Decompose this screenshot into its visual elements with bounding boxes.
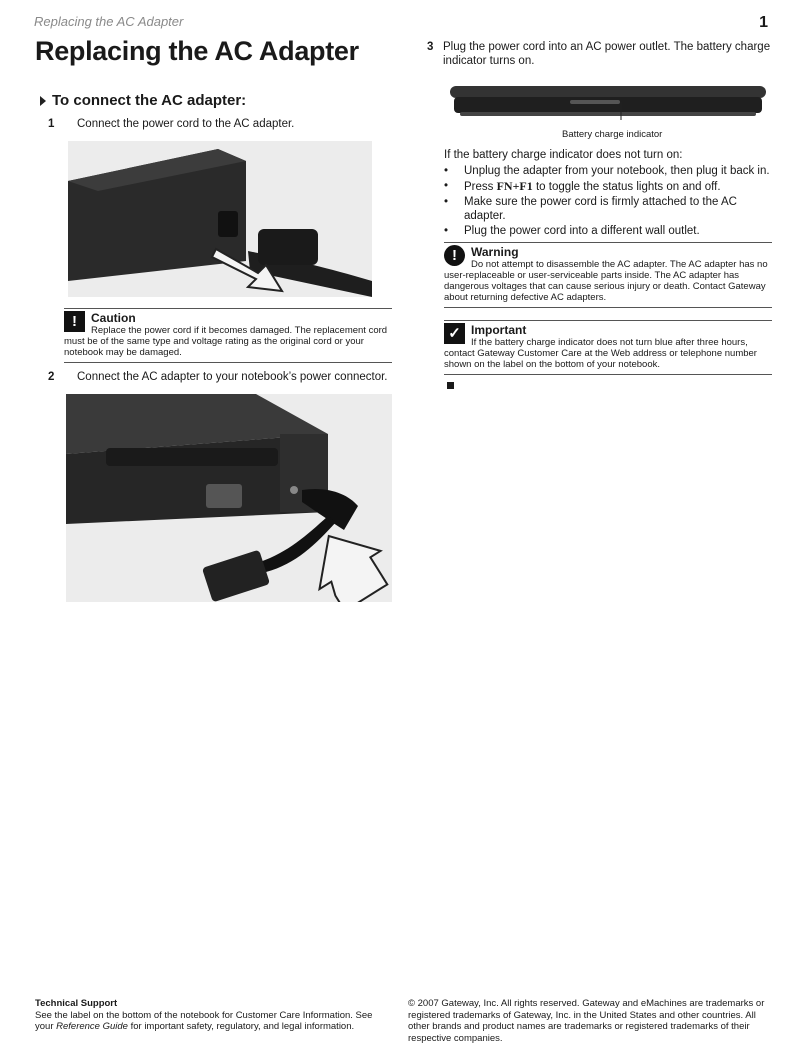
battery-indicator-callout: Battery charge indicator [562,129,663,140]
step-text: Connect the AC adapter to your notebook’s power connector. [77,371,388,383]
end-of-section-mark [447,382,454,389]
step-number: 1 [48,118,55,130]
list-item: • Make sure the power cord is firmly attached to the AC adapter. [444,195,774,223]
support-title: Technical Support [35,998,118,1009]
troubleshoot-list [444,164,774,239]
notebook-connector-photo [66,394,392,602]
list-item: • Plug the power cord into a different wall outlet. [444,224,774,238]
page-number: 1 [759,14,768,31]
step-text: Plug the power cord into an AC power outlet. The battery charge indicator turns on. [443,41,771,67]
step-1 [48,117,388,131]
important-notice [444,320,772,375]
caution-title: Caution [91,311,136,325]
important-text: If the battery charge indicator does not turn blue after three hours, contact Gateway Customer Care at the Web address or telephone number shown on the label on the bottom of your notebook. [444,337,757,370]
caution-icon: ! [64,311,85,332]
step-number: 2 [48,371,55,383]
notebook-connector-illustration [66,394,392,602]
checkmark-icon: ✓ [444,323,465,344]
technical-support-footer: Technical Support See the label on the bottom of the notebook for Customer Care Information. See your Reference Guide for important safety, regulatory, and legal information. [35,998,380,1033]
warning-title: Warning [471,245,519,259]
procedure-heading-text: To connect the AC adapter: [52,92,247,109]
triangle-bullet-icon [40,96,46,106]
ac-adapter-illustration [68,141,372,297]
step-number: 3 [427,41,434,53]
step-2 [48,370,388,384]
procedure-heading [40,92,246,109]
warning-notice [444,242,772,308]
list-item: • Unplug the adapter from your notebook, then plug it back in. [444,164,774,178]
troubleshoot-intro: If the battery charge indicator does not turn on: [444,149,683,161]
warning-text: Do not attempt to disassemble the AC adapter. The AC adapter has no user-replaceable or user-serviceable parts inside. The AC adapter has dangerous voltages that can cause serious injury or death. Contact Gateway about returning defective AC adapters. [444,259,768,303]
important-title: Important [471,323,527,337]
ac-adapter-photo [68,141,372,297]
copyright-footer: © 2007 Gateway, Inc. All rights reserved. Gateway and eMachines are trademarks or registered trademarks of Gateway, Inc. in the United States and other countries. All other brands and product names are trademarks or registered trademarks of their respective companies. [408,998,765,1044]
key-combo: FN+F1 [496,179,533,193]
notebook-front-photo [450,84,766,120]
caution-text: Replace the power cord if it becomes damaged. The replacement cord must be of the same type and voltage rating as the original cord or your notebook may be damaged. [64,325,388,358]
notebook-front-illustration [450,84,766,120]
step-3 [427,40,777,68]
list-item: • Press FN+F1 to toggle the status lights on and off. [444,179,774,194]
step-text: Connect the power cord to the AC adapter. [77,118,295,130]
warning-icon: ! [444,245,465,266]
running-head: Replacing the AC Adapter [34,14,184,29]
caution-notice [64,308,392,363]
page-title: Replacing the AC Adapter [35,36,359,66]
reference-guide-title: Reference Guide [56,1021,128,1032]
